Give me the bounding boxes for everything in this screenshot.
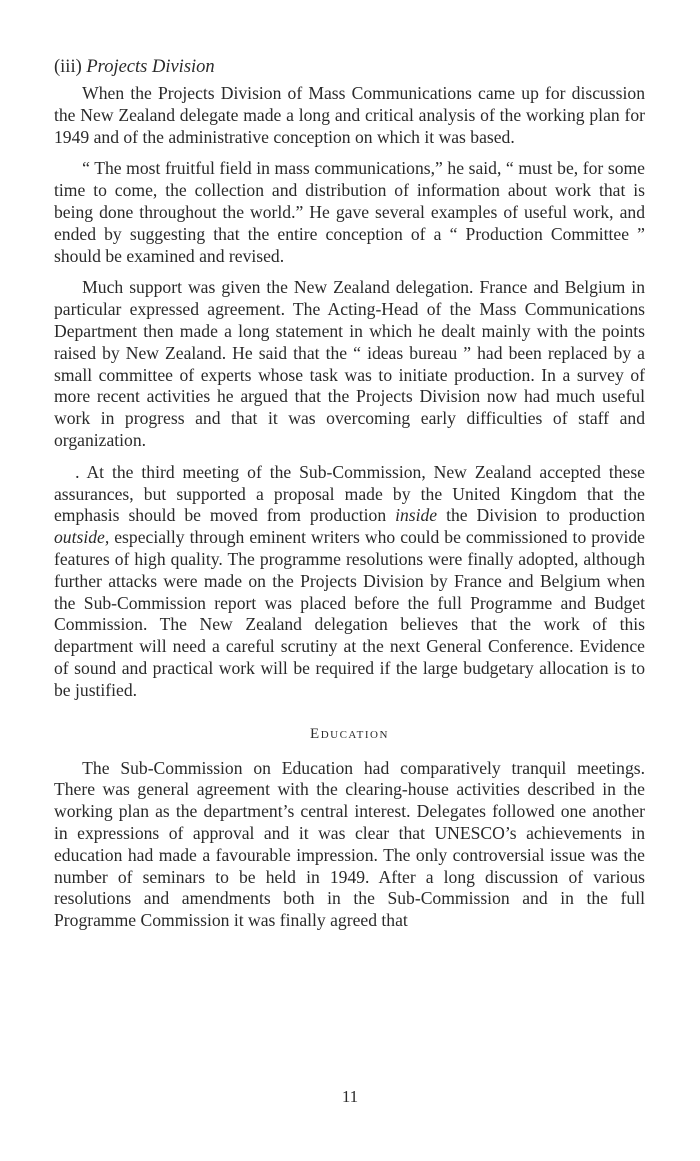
- section-subheading: [54, 54, 645, 80]
- emphasis-inside: inside: [395, 505, 438, 526]
- education-heading: Education: [310, 725, 389, 742]
- paragraph-education: The Sub-Commission on Education had comparatively tranquil meetings. There was general agreement with the clearing-house activities described in the working plan as the department’s central interest. Delegates followed one another in expressions of approval and it was clear that UNESCO’s achievements in education had made a favourable impression. The only controversial issue was the number of seminars to be held in 1949. After a long discussion of various resolutions and amendments both in the Sub-Commission and in the full Programme Commission it was finally agreed that: [54, 757, 645, 931]
- paragraph-third-meeting-part2: the Division to production: [446, 505, 645, 526]
- paragraph-projects-intro: When the Projects Division of Mass Communications came up for discussion the New Zealand delegate made a long and critical analysis of the working plan for 1949 and of the administrative conception on which it was based.: [54, 83, 645, 147]
- paragraph-third-meeting-part1: . At the third meeting of the Sub-Commission, New Zealand accepted these assurances, but supported a proposal made by the United Kingdom that the emphasis should be moved from production: [54, 461, 645, 526]
- paragraph-third-meeting: [54, 462, 645, 702]
- paragraph-third-meeting-part3: especially through eminent writers who could be commissioned to provide features of high quality. The programme resolutions were finally adopted, although further attacks were made on the Projects Division by France and Belgium when the Sub-Commission report was placed before the full Programme and Budget Commission. The New Zealand delegation believes that the work of this department will need a careful scrutiny at the next General Conference. Evidence of sound and practical work will be required if the large budgetary allocation is to be justified.: [54, 527, 645, 700]
- section-number: (iii): [54, 57, 82, 77]
- paragraph-support: Much support was given the New Zealand delegation. France and Belgium in particular expressed agreement. The Acting-Head of the Mass Communications Department then made a long statement in which he dealt mainly with the points raised by New Zealand. He said that the “ ideas bureau ” had been replaced by a small committee of experts whose task was to initiate production. In a survey of more recent activities he argued that the Projects Division now had much useful work in progress and that it was overcoming early difficulties of staff and organization.: [54, 277, 645, 450]
- paragraph-quote: “ The most fruitful field in mass communications,” he said, “ must be, for some time to come, the collection and distribution of information about work that is being done throughout the world.” He gave several examples of useful work, and ended by suggesting that the entire conception of a “ Production Committee ” should be examined and revised.: [54, 158, 645, 266]
- section-title: Projects Division: [86, 57, 215, 77]
- emphasis-outside: outside,: [54, 527, 110, 548]
- page-number: 11: [341, 1087, 359, 1106]
